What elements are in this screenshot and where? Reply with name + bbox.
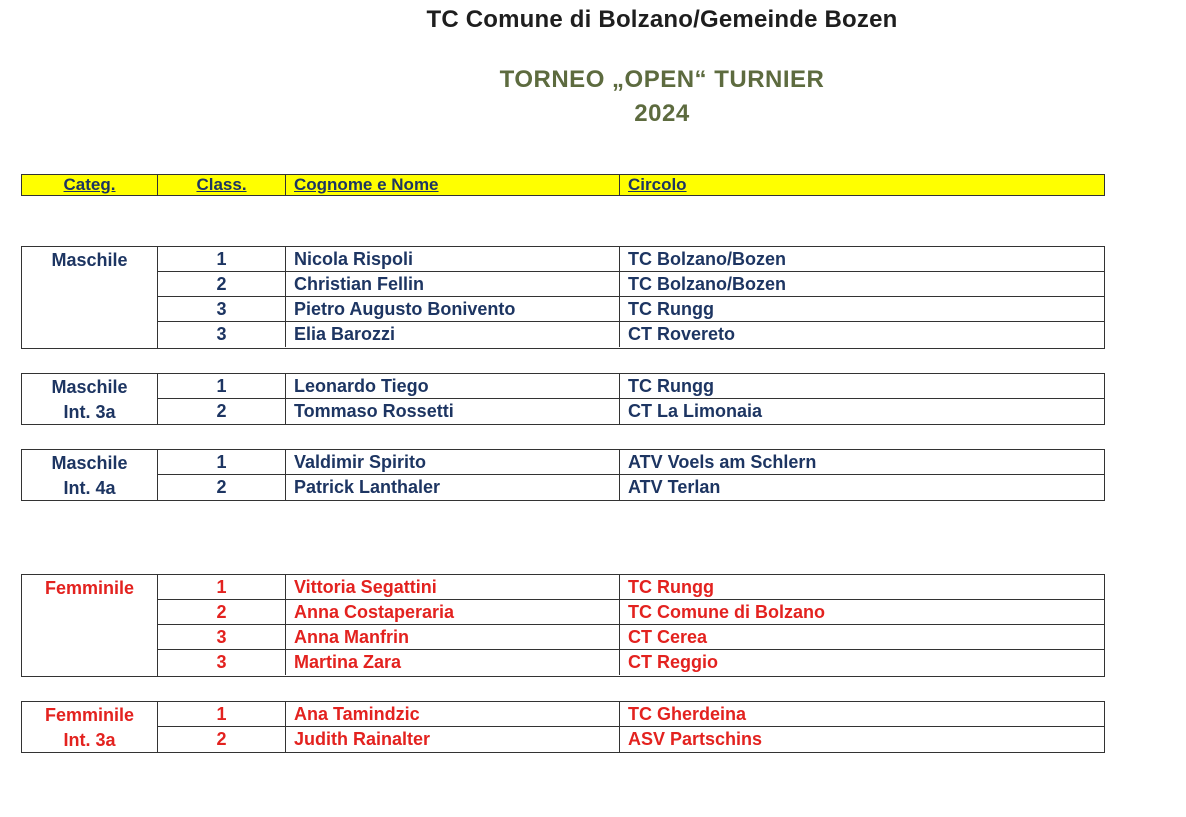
category-sublabel: Int. 4a (63, 478, 116, 498)
club-name: TC Bolzano/Bozen (628, 274, 786, 294)
player-name: Elia Barozzi (286, 322, 620, 347)
class-cell: 1 (158, 247, 286, 271)
results-group-femminile (21, 574, 1105, 677)
table-row (158, 475, 1104, 500)
table-header (21, 174, 1105, 196)
results-group-maschile-int-4a (21, 449, 1105, 501)
club-name: TC Comune di Bolzano (628, 602, 825, 622)
player-name: Leonardo Tiego (286, 374, 620, 398)
club-name: ATV Terlan (628, 477, 721, 497)
table-row (158, 727, 1104, 752)
category-label: Femminile (44, 578, 135, 598)
category-cell (22, 247, 158, 348)
table-row (158, 272, 1104, 297)
header-club: Circolo (628, 175, 687, 194)
player-name: Patrick Lanthaler (286, 475, 620, 500)
club-name: CT Rovereto (628, 324, 736, 344)
club-name: TC Gherdeina (628, 704, 747, 724)
header-category: Categ. (22, 175, 158, 195)
class-cell: 1 (158, 575, 286, 599)
club-name: TC Rungg (628, 376, 714, 396)
club-name: TC Bolzano/Bozen (628, 249, 786, 269)
table-row (158, 399, 1104, 424)
class-cell: 2 (158, 272, 286, 296)
player-name: Ana Tamindzic (286, 702, 620, 726)
player-name: Nicola Rispoli (286, 247, 620, 271)
document-title: TC Comune di Bolzano/Gemeinde Bozen (426, 6, 898, 33)
player-name: Vittoria Segattini (286, 575, 620, 599)
class-cell: 3 (158, 650, 286, 675)
player-name: Anna Costaperaria (286, 600, 620, 624)
player-name: Martina Zara (286, 650, 620, 675)
category-label: Maschile (51, 453, 128, 473)
player-name: Pietro Augusto Bonivento (286, 297, 620, 321)
table-row (158, 625, 1104, 650)
class-cell: 1 (158, 374, 286, 398)
tournament-year: 2024 (634, 100, 690, 127)
club-name: TC Rungg (628, 577, 714, 597)
table-row (158, 450, 1104, 475)
table-row (158, 600, 1104, 625)
club-name: TC Rungg (628, 299, 714, 319)
category-sublabel: Int. 3a (63, 402, 116, 422)
table-row (158, 297, 1104, 322)
table-row (158, 322, 1104, 347)
category-cell (22, 575, 158, 676)
results-group-femminile-int-3a (21, 701, 1105, 753)
player-name: Tommaso Rossetti (286, 399, 620, 424)
category-label: Maschile (51, 250, 128, 270)
class-cell: 1 (158, 450, 286, 474)
club-name: CT La Limonaia (628, 401, 763, 421)
tournament-title: TORNEO „OPEN“ TURNIER (499, 66, 825, 93)
player-name: Anna Manfrin (286, 625, 620, 649)
club-name: CT Reggio (628, 652, 718, 672)
header-name: Cognome e Nome (286, 175, 620, 195)
class-cell: 3 (158, 625, 286, 649)
club-name: ASV Partschins (628, 729, 763, 749)
category-cell (22, 374, 158, 424)
player-name: Christian Fellin (286, 272, 620, 296)
table-row (158, 575, 1104, 600)
player-name: Valdimir Spirito (286, 450, 620, 474)
class-cell: 3 (158, 322, 286, 347)
category-cell (22, 702, 158, 752)
table-row (158, 702, 1104, 727)
class-cell: 3 (158, 297, 286, 321)
class-cell: 1 (158, 702, 286, 726)
player-name: Judith Rainalter (286, 727, 620, 752)
class-cell: 2 (158, 600, 286, 624)
club-name: ATV Voels am Schlern (628, 452, 817, 472)
category-label: Femminile (44, 705, 135, 725)
table-row (158, 650, 1104, 675)
category-sublabel: Int. 3a (63, 730, 116, 750)
table-row (158, 374, 1104, 399)
class-cell: 2 (158, 727, 286, 752)
header-classification: Class. (158, 175, 286, 195)
category-cell (22, 450, 158, 500)
class-cell: 2 (158, 399, 286, 424)
category-label: Maschile (51, 377, 128, 397)
results-group-maschile-int-3a (21, 373, 1105, 425)
table-row (158, 247, 1104, 272)
class-cell: 2 (158, 475, 286, 500)
results-group-maschile (21, 246, 1105, 349)
club-name: CT Cerea (628, 627, 708, 647)
